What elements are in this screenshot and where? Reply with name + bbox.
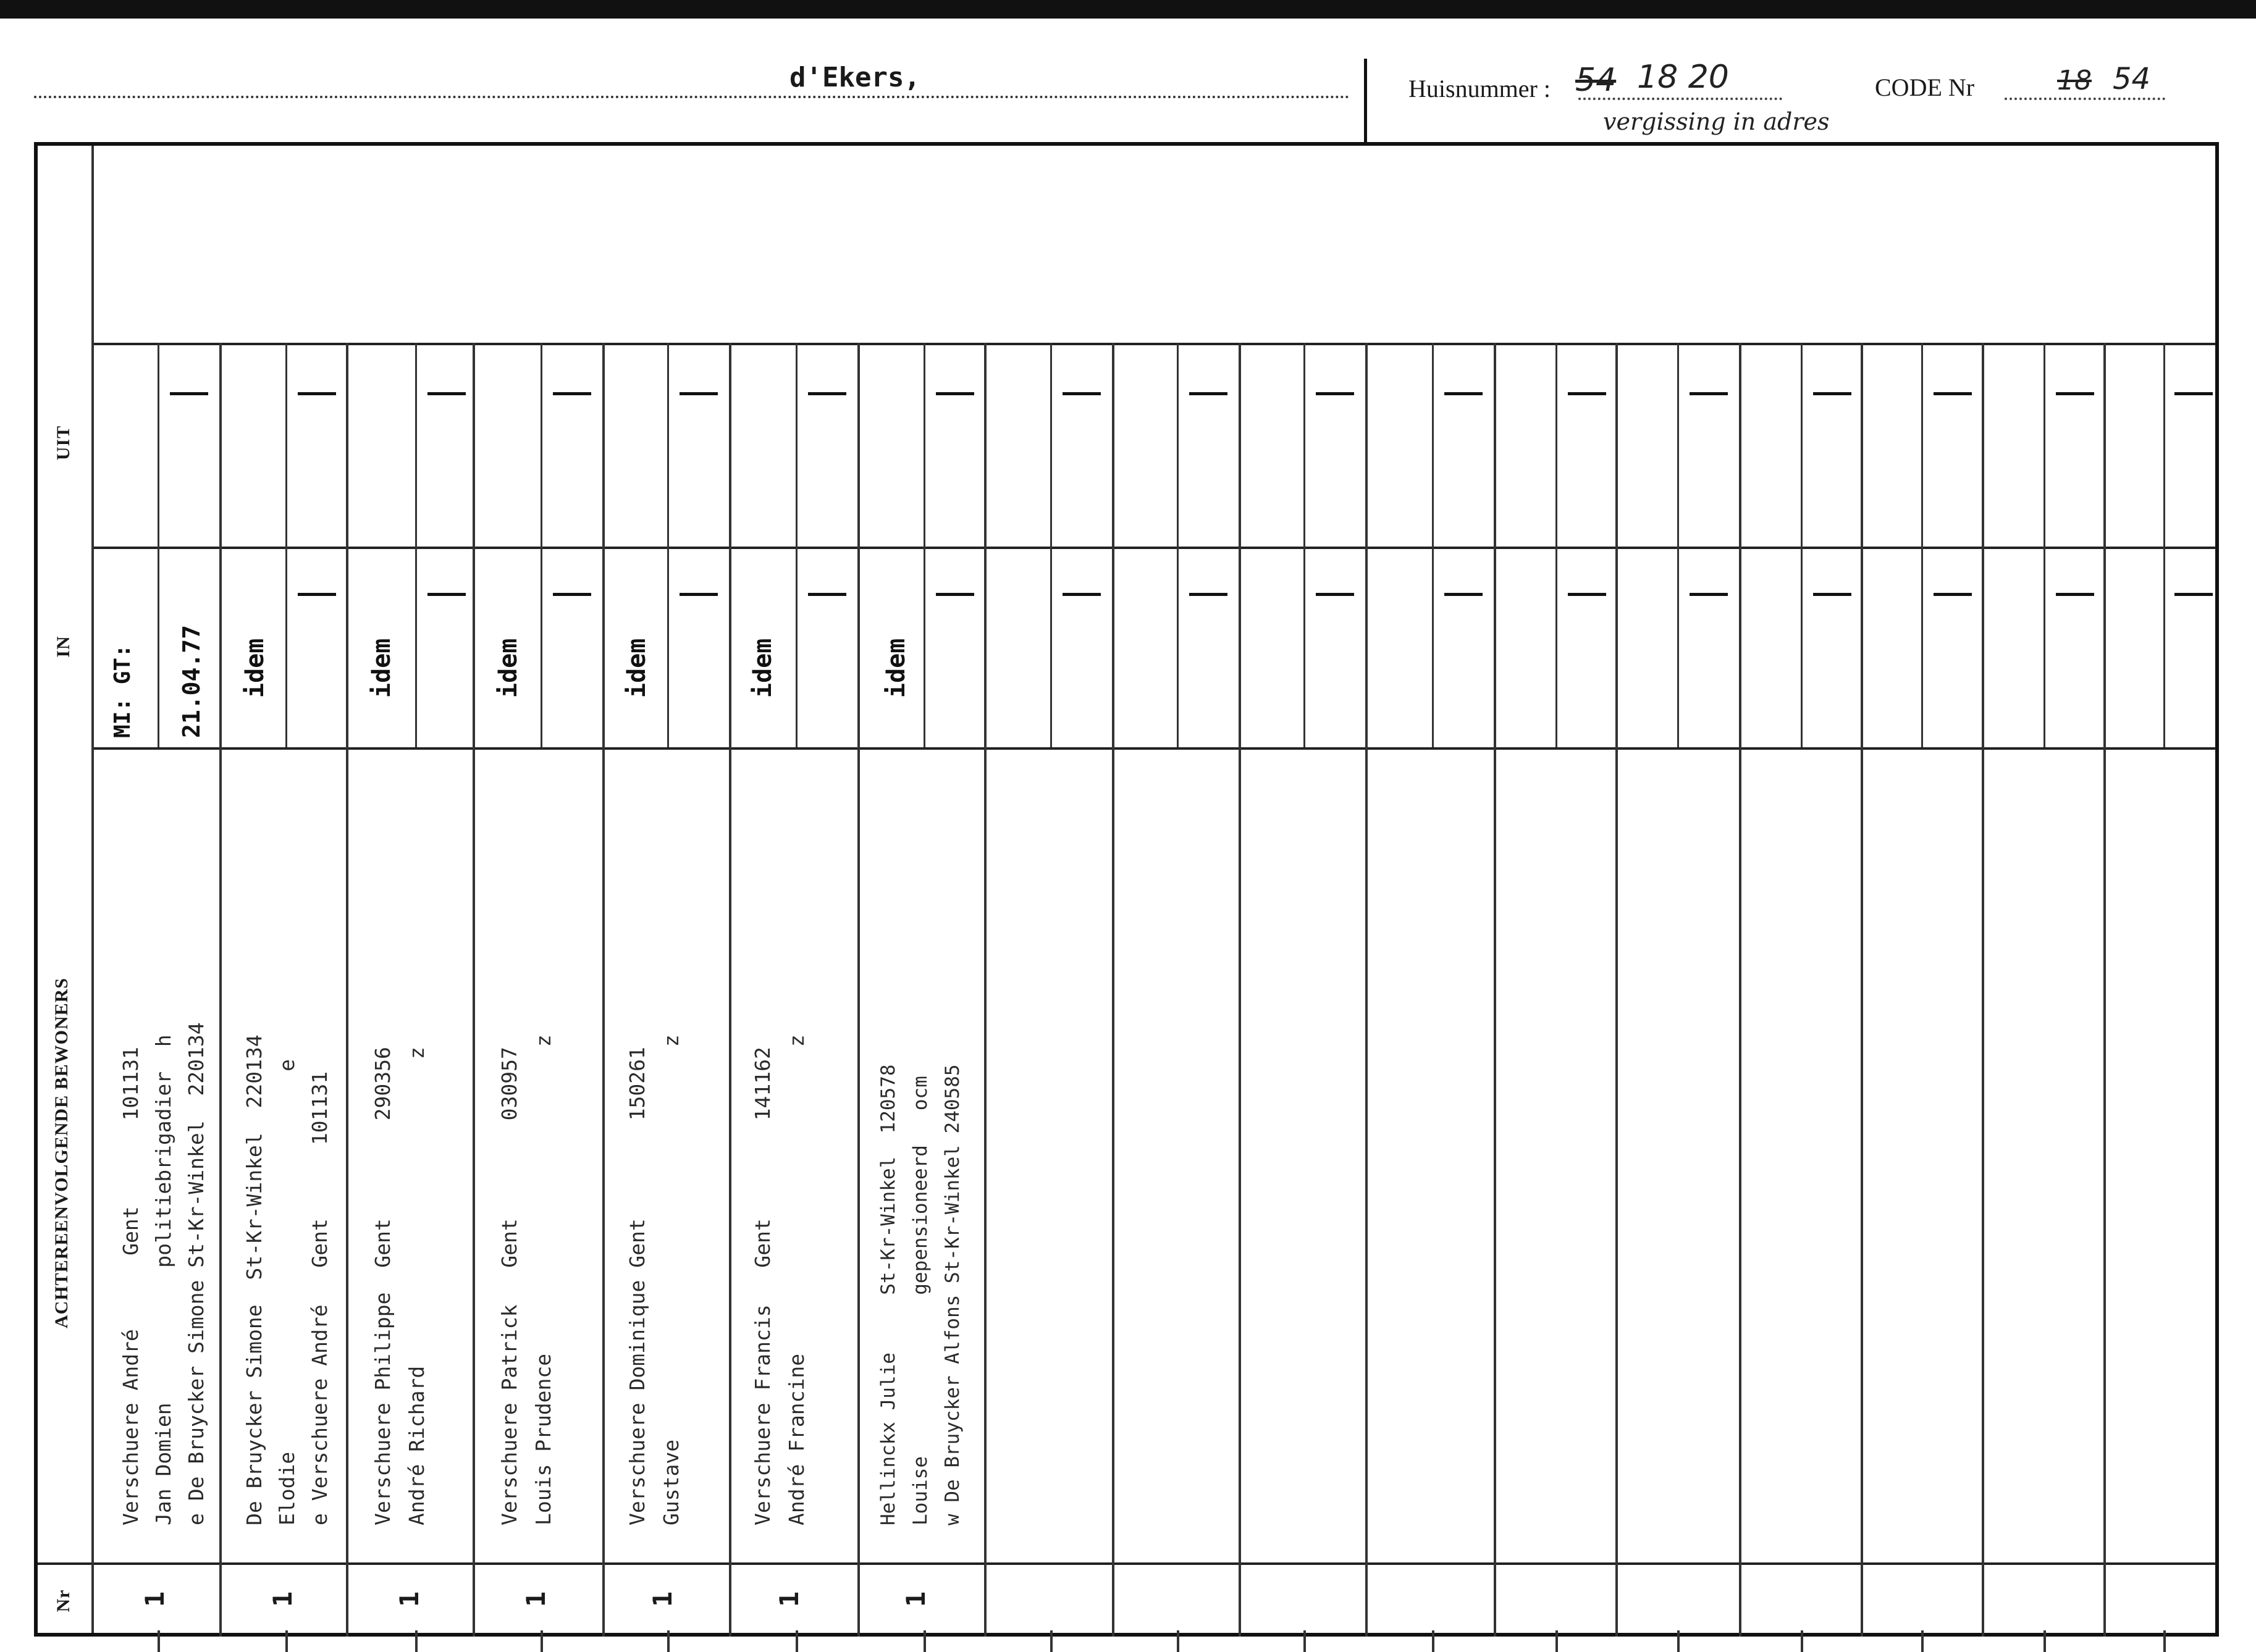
entry-7-line-3: w De Bruycker Alfons St-Kr-Winkel 240585 (941, 1064, 964, 1525)
entry-7-line-1: Hellinckx Julie St-Kr-Winkel 120578 (877, 1064, 899, 1525)
bottom-tick (158, 1630, 160, 1652)
bottom-tick (285, 1630, 288, 1652)
code-dotted-line (2005, 98, 2165, 100)
entry-2-line-2: Elodie e (275, 1059, 299, 1525)
bottom-tick (1050, 1630, 1053, 1652)
row-line-in-bewoners (93, 747, 2216, 750)
top-border (0, 0, 2256, 19)
entry-7-nr: 1 (901, 1591, 932, 1608)
row-line-bewoners-nr (38, 1562, 2216, 1565)
in-dash (2056, 593, 2094, 596)
uit-dash (1934, 392, 1972, 395)
col-divider (2103, 343, 2106, 1637)
entry-5-nr: 1 (647, 1591, 678, 1608)
entry-6-nr: 1 (774, 1591, 805, 1608)
sub-col-divider (1303, 343, 1305, 747)
column-label-bewoners: ACHTEREENVOLGENDE BEWONERS (51, 978, 72, 1329)
in-dash (680, 593, 718, 596)
bottom-tick (1555, 1630, 1558, 1652)
sub-col-divider (1677, 343, 1679, 747)
entry-2-line-1: De Bruycker Simone St-Kr-Winkel 220134 (242, 1034, 266, 1525)
col-divider (602, 343, 605, 1637)
entry-6-line-2: André Francine z (785, 1034, 809, 1525)
code-value: 54 (2113, 62, 2151, 96)
entry-2-nr: 1 (267, 1591, 298, 1608)
bottom-tick (1177, 1630, 1179, 1652)
in-dash (936, 593, 974, 596)
bottom-tick (1432, 1630, 1434, 1652)
bottom-tick (2043, 1630, 2046, 1652)
entry-3-line-2: André Richard z (405, 1047, 429, 1525)
in-dash (427, 593, 466, 596)
col-divider (1112, 343, 1114, 1637)
sub-col-divider (1921, 343, 1923, 747)
in-dash (808, 593, 846, 596)
entry-6-in: idem (749, 638, 777, 698)
col-divider (1615, 343, 1618, 1637)
sub-col-divider (1177, 343, 1179, 747)
col-divider (1239, 343, 1241, 1637)
in-dash (553, 593, 591, 596)
column-label-in: IN (53, 635, 74, 658)
col-divider (857, 343, 860, 1637)
uit-dash (427, 392, 466, 395)
sub-col-divider (285, 343, 287, 747)
uit-dash (1316, 392, 1354, 395)
column-label-nr: Nr (53, 1589, 74, 1612)
bottom-tick (415, 1630, 418, 1652)
entry-1-in-date: 21.04.77 (178, 624, 205, 738)
uit-dash (1813, 392, 1851, 395)
entry-5-line-1: Verschuere Dominique Gent 150261 (625, 1047, 649, 1525)
bottom-tick (1921, 1630, 1924, 1652)
uit-dash (936, 392, 974, 395)
entry-3-line-1: Verschuere Philippe Gent 290356 (371, 1047, 395, 1525)
bottom-tick (2163, 1630, 2166, 1652)
entry-1-in-code: MI: GT: (110, 644, 135, 738)
sub-col-divider (1555, 343, 1557, 747)
uit-dash (1690, 392, 1728, 395)
header-separator (1364, 59, 1367, 145)
uit-dash (680, 392, 718, 395)
uit-dash (1444, 392, 1483, 395)
col-divider (346, 343, 348, 1637)
col-divider (1861, 343, 1863, 1637)
col-divider (1739, 343, 1741, 1637)
uit-dash (2056, 392, 2094, 395)
entry-1-line-2: Jan Domien politiebrigadier h (151, 1034, 175, 1525)
entry-5-line-2: Gustave z (659, 1034, 683, 1525)
bottom-tick (796, 1630, 798, 1652)
huisnummer-label: Huisnummer : (1408, 75, 1551, 103)
uit-dash (1063, 392, 1101, 395)
col-divider (729, 343, 731, 1637)
entry-4-in: idem (494, 638, 523, 698)
code-label: CODE Nr (1875, 73, 1975, 101)
uit-dash (2174, 392, 2213, 395)
handwritten-note: vergissing in adres (1603, 108, 1830, 135)
entry-2-in: idem (241, 638, 269, 698)
in-dash (1690, 593, 1728, 596)
sub-col-divider (1432, 343, 1434, 747)
sub-col-divider (415, 343, 417, 747)
in-dash (1063, 593, 1101, 596)
sub-col-divider (2163, 343, 2165, 747)
entry-4-line-1: Verschuere Patrick Gent 030957 (497, 1047, 521, 1525)
row-line-top (93, 343, 2216, 345)
col-divider (1494, 343, 1496, 1637)
label-column-separator (91, 146, 94, 1633)
in-dash (1316, 593, 1354, 596)
sub-col-divider (667, 343, 669, 747)
bottom-tick (1677, 1630, 1680, 1652)
entry-6-line-1: Verschuere Francis Gent 141162 (751, 1047, 775, 1525)
col-divider (1982, 343, 1984, 1637)
bottom-tick (1801, 1630, 1803, 1652)
uit-dash (1189, 392, 1227, 395)
sub-col-divider (158, 343, 159, 747)
in-dash (1934, 593, 1972, 596)
sub-col-divider (2043, 343, 2045, 747)
entry-4-line-2: Louis Prudence z (531, 1034, 555, 1525)
register-frame (34, 142, 2219, 1637)
bottom-tick (1303, 1630, 1306, 1652)
in-dash (298, 593, 336, 596)
uit-dash (808, 392, 846, 395)
entry-5-in: idem (623, 638, 651, 698)
bottom-tick (667, 1630, 670, 1652)
huisnummer-struck: 54 (1575, 62, 1617, 99)
entry-3-in: idem (368, 638, 396, 698)
bottom-tick (541, 1630, 543, 1652)
col-divider (473, 343, 475, 1637)
in-dash (1189, 593, 1227, 596)
entry-1-line-3: e De Bruycker Simone St-Kr-Winkel 220134 (184, 1022, 208, 1525)
col-divider (219, 343, 222, 1637)
uit-dash (170, 392, 208, 395)
in-dash (1813, 593, 1851, 596)
column-label-uit: UIT (53, 425, 74, 461)
entry-1-line-1: Verschuere André Gent 101131 (119, 1047, 143, 1525)
entry-7-in: idem (882, 638, 911, 698)
uit-dash (553, 392, 591, 395)
entry-4-nr: 1 (521, 1591, 552, 1608)
street-dotted-line (34, 96, 1350, 98)
entry-3-nr: 1 (394, 1591, 425, 1608)
row-line-uit-in (93, 547, 2216, 549)
sub-col-divider (1801, 343, 1803, 747)
entry-7-line-2: Louise gepensioneerd ocm (909, 1076, 932, 1525)
entry-2-line-3: e Verschuere André Gent 101131 (308, 1071, 332, 1525)
sub-col-divider (541, 343, 542, 747)
sub-col-divider (796, 343, 798, 747)
code-struck: 18 (2057, 65, 2092, 96)
uit-dash (1568, 392, 1606, 395)
bottom-tick (924, 1630, 926, 1652)
in-dash (1568, 593, 1606, 596)
uit-dash (298, 392, 336, 395)
col-divider (1365, 343, 1368, 1637)
sub-col-divider (924, 343, 925, 747)
huisnummer-value: 18 20 (1637, 59, 1729, 96)
entry-1-nr: 1 (140, 1591, 170, 1608)
street-name: d'Ekers, (789, 62, 920, 93)
in-dash (2174, 593, 2213, 596)
sub-col-divider (1050, 343, 1052, 747)
col-divider (984, 343, 987, 1637)
in-dash (1444, 593, 1483, 596)
